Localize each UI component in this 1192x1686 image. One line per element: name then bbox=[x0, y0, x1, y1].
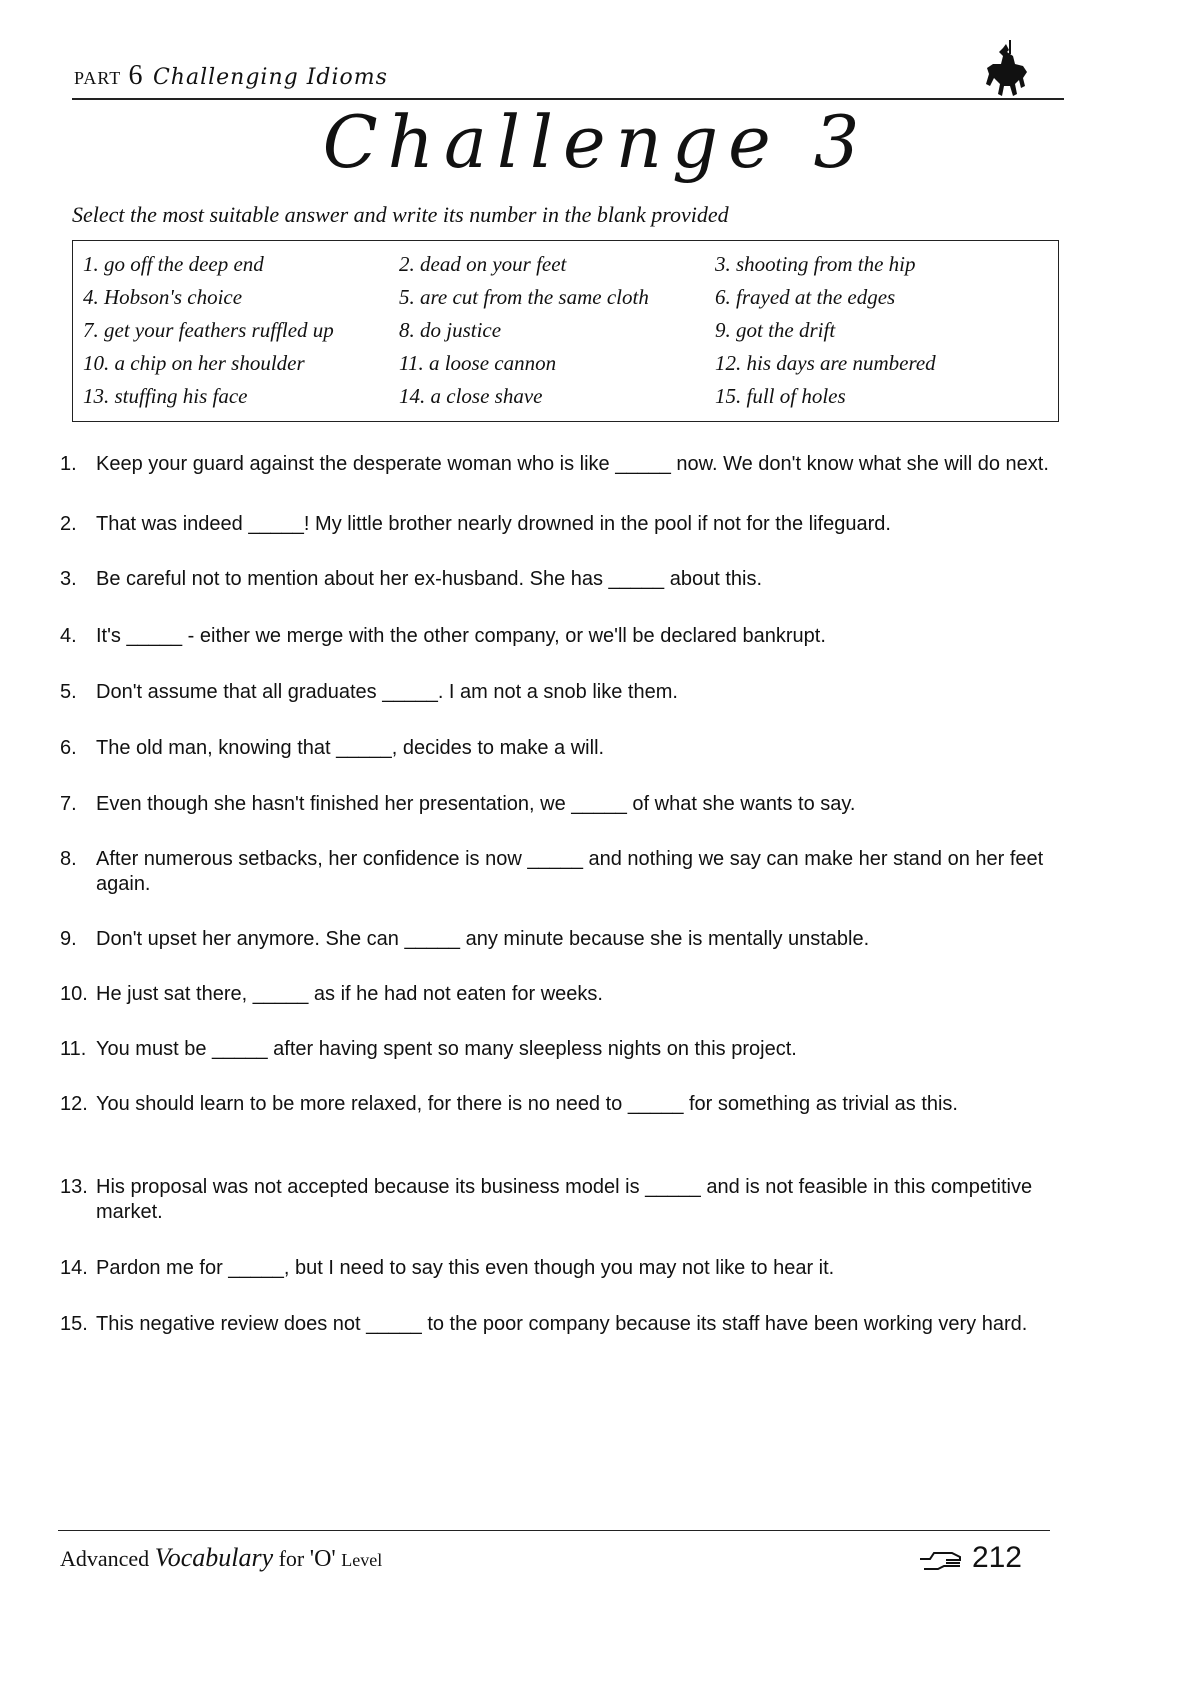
question-number: 4. bbox=[60, 625, 77, 647]
option-item: 8. do justice bbox=[399, 318, 502, 342]
part-label bbox=[74, 60, 388, 92]
option-item: 7. get your feathers ruffled up bbox=[83, 318, 334, 342]
question-number: 15. bbox=[60, 1313, 88, 1335]
option-item: 6. frayed at the edges bbox=[715, 285, 896, 309]
question-item bbox=[60, 982, 1070, 1007]
question-item bbox=[60, 1312, 1070, 1337]
question-text: He just sat there, _____ as if he had not eaten for weeks. bbox=[96, 983, 603, 1005]
question-item bbox=[60, 847, 1070, 897]
question-number: 13. bbox=[60, 1176, 88, 1198]
instruction-text: Select the most suitable answer and write its number in the blank provided bbox=[72, 202, 729, 227]
question-number: 12. bbox=[60, 1093, 88, 1115]
option-item: 10. a chip on her shoulder bbox=[83, 351, 305, 375]
question-number: 8. bbox=[60, 848, 77, 870]
question-text: Don't upset her anymore. She can _____ any minute because she is mentally unstable. bbox=[96, 928, 870, 950]
question-item bbox=[60, 512, 1070, 537]
question-item bbox=[60, 792, 1070, 817]
option-item: 5. are cut from the same cloth bbox=[399, 285, 649, 309]
book-title-brand: Vocabulary bbox=[154, 1543, 274, 1572]
option-item: 14. a close shave bbox=[399, 384, 543, 408]
question-text: His proposal was not accepted because its business model is _____ and is not feasible in this competitive market. bbox=[96, 1176, 1033, 1223]
question-number: 2. bbox=[60, 513, 77, 535]
part-word: PART bbox=[74, 68, 121, 88]
question-number: 5. bbox=[60, 681, 77, 703]
question-item bbox=[60, 567, 1070, 592]
question-text: You should learn to be more relaxed, for there is no need to _____ for something as trivial as this. bbox=[96, 1093, 958, 1115]
question-item bbox=[60, 736, 1070, 761]
option-item: 4. Hobson's choice bbox=[83, 285, 243, 309]
question-text: Be careful not to mention about her ex-husband. She has _____ about this. bbox=[96, 568, 763, 590]
question-text: Don't assume that all graduates _____. I am not a snob like them. bbox=[96, 681, 678, 703]
page-number-group bbox=[918, 1541, 1022, 1575]
question-text: The old man, knowing that _____, decides to make a will. bbox=[96, 737, 605, 759]
page-number: 212 bbox=[971, 1541, 1022, 1574]
option-item: 13. stuffing his face bbox=[83, 384, 248, 408]
question-number: 6. bbox=[60, 737, 77, 759]
book-title-level-word: Level bbox=[341, 1550, 383, 1570]
question-item bbox=[60, 927, 1070, 952]
question-number: 10. bbox=[60, 983, 88, 1005]
page-footer bbox=[58, 1530, 1050, 1574]
option-item: 3. shooting from the hip bbox=[715, 252, 916, 276]
part-number: 6 bbox=[128, 60, 144, 91]
question-item bbox=[60, 624, 1070, 649]
option-item: 15. full of holes bbox=[715, 384, 846, 408]
question-text: You must be _____ after having spent so many sleepless nights on this project. bbox=[96, 1038, 797, 1060]
question-number: 9. bbox=[60, 928, 77, 950]
book-title-prefix: Advanced bbox=[60, 1546, 150, 1571]
question-number: 7. bbox=[60, 793, 77, 815]
challenge-title: Challenge 3 bbox=[322, 100, 870, 184]
page-header bbox=[72, 50, 1064, 100]
question-item bbox=[60, 1037, 1070, 1062]
option-item: 2. dead on your feet bbox=[399, 252, 567, 276]
question-text: After numerous setbacks, her confidence is now _____ and nothing we say can make her stand on her feet again. bbox=[96, 848, 1044, 895]
option-item: 11. a loose cannon bbox=[399, 351, 557, 375]
question-number: 1. bbox=[60, 453, 77, 475]
option-item: 12. his days are numbered bbox=[715, 351, 936, 375]
question-text: This negative review does not _____ to the poor company because its staff have been working very hard. bbox=[96, 1313, 1028, 1335]
pointing-hand-icon bbox=[918, 1545, 966, 1571]
question-item bbox=[60, 1256, 1070, 1281]
knight-icon bbox=[976, 40, 1036, 100]
question-number: 11. bbox=[60, 1038, 87, 1060]
book-title bbox=[60, 1543, 382, 1573]
question-text: Even though she hasn't finished her presentation, we _____ of what she wants to say. bbox=[96, 793, 856, 815]
question-number: 14. bbox=[60, 1257, 88, 1279]
question-item bbox=[60, 452, 1070, 477]
option-item: 9. got the drift bbox=[715, 318, 836, 342]
question-number: 3. bbox=[60, 568, 77, 590]
question-text: Keep your guard against the desperate woman who is like _____ now. We don't know what she will do next. bbox=[96, 453, 1049, 475]
question-item bbox=[60, 1092, 1070, 1117]
book-title-for: for bbox=[278, 1546, 305, 1571]
option-item: 1. go off the deep end bbox=[83, 252, 264, 276]
book-title-level: 'O' bbox=[309, 1546, 336, 1572]
part-title: Challenging Idioms bbox=[152, 65, 388, 90]
question-item bbox=[60, 680, 1070, 705]
question-item bbox=[60, 1175, 1070, 1225]
question-text: That was indeed _____! My little brother nearly drowned in the pool if not for the lifeguard. bbox=[96, 513, 891, 535]
question-text: Pardon me for _____, but I need to say this even though you may not like to hear it. bbox=[96, 1257, 835, 1279]
question-text: It's _____ - either we merge with the other company, or we'll be declared bankrupt. bbox=[96, 625, 826, 647]
options-box bbox=[72, 240, 1059, 422]
